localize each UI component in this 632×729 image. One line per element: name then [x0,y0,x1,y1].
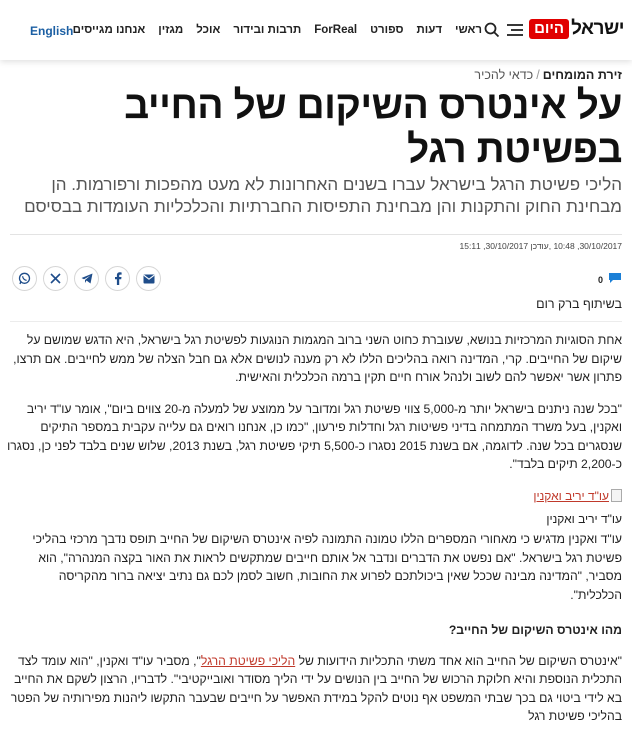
article-body [6,331,622,729]
logo-badge: היום [529,19,569,39]
menu-icon[interactable] [506,22,524,43]
article-title: על אינטרס השיקום של החייב בפשיטת רגל [124,84,622,171]
nav-item-jobs[interactable]: אנחנו מגייסים [72,24,146,36]
article-subtitle: הליכי פשיטת הרגל בישראל עברו בשנים האחרונות לא מעט מהפכות ורפורמות. הן מבחינת החוק והתקנות והן מבחינת התפיסות החברתיות והכלכליות העומדות בבסיסם [24,175,622,216]
section-heading: מהו אינטרס השיקום של החייב? [448,623,622,638]
nav-item-culture[interactable]: תרבות ובידור [233,24,302,36]
comments-link[interactable] [598,271,622,289]
main-nav [60,24,482,36]
divider [10,321,622,322]
site-header [0,0,632,60]
facebook-icon[interactable] [105,266,130,291]
search-icon[interactable] [484,22,500,43]
nav-item-magazine[interactable]: מגזין [158,24,184,36]
english-link[interactable]: English [30,24,74,38]
whatsapp-icon[interactable] [12,266,37,291]
mail-icon[interactable] [136,266,161,291]
nav-item-food[interactable]: אוכל [196,24,221,36]
article-dateline: 30/10/2017, 10:48 ,עודכן 30/10/2017, 15:11 [459,241,622,251]
article-figure [6,487,622,508]
lawyer-image[interactable] [533,487,622,506]
paragraph [6,652,622,726]
share-bar [12,266,161,291]
breadcrumb-separator: / [536,68,540,82]
broken-image-icon [611,489,622,502]
paragraph-text: ", מסביר עו"ד ואקנין, "הוא עומד לצד התכלית הנוספת והיא חלוקת הרכוש של החייב בין הנושים על ידי הליך מסודר ואובייקטיבי". לדבריו, הרצון לשקם את החייב בא לידי ביטוי גם בכך שבתי המשפט אף נוטים להקל במידת האפשר על חייבים שבעבר התקשו ליהנות מפירותיה של הפטר בהליכי פשיטת רגל [10,653,622,724]
paragraph: אחת הסוגיות המרכזיות בנושא, שעוברת כחוט השני ברוב המגמות הנוגעות לפשיטת רגל בישראל, היא הדגש שמושם על שיקום של החייבים. קרי, המדינה רואה בהליכים הללו לא רק מענה לנושים אלא גם חבל הצלה של ממש לחייבים. אם תרצו, פתרון אשר יאפשר להם לשוב ולנהל אורח חיים תקין ברמה הכלכלית והאישית. [13,333,622,384]
nav-item-home[interactable]: ראשי [455,24,482,36]
breadcrumb [474,68,622,82]
nav-item-opinions[interactable]: דעות [416,24,443,36]
paragraph: "בכל שנה ניתנים בישראל יותר מ-5,000 צווי פשיטת רגל ומדובר על ממוצע של למעלה מ-20 צווים ביום", אומר עו"ד יריב ואקנין, בעל משרד המתמחה בדיני פשיטות רגל וחדלות פירעון, "כמו כן, אנחנו רואים גם עלייה עקבית במספר התיקים שנסגרים בכל שנה. לדוגמה, אם בשנת 2015 נסגרו כ-5,500 תיקי פשיטת רגל, בשנת 2013, שלוש שנים בלבד לפני כן, נסגרו כ-2,200 תיקים בלבד". [7,401,622,471]
image-caption: עו"ד יריב ואקנין [546,511,622,526]
logo-text: ישראל [571,18,624,39]
x-icon[interactable] [43,266,68,291]
header-icons [484,22,524,43]
image-alt-text: עו"ד יריב ואקנין [533,488,609,503]
site-logo[interactable] [529,18,624,40]
comments-count: 0 [597,275,603,285]
breadcrumb-current[interactable]: זירת המומחים [542,68,622,82]
nav-item-sport[interactable]: ספורט [370,24,404,36]
divider [10,234,622,235]
bankruptcy-link[interactable]: הליכי פשיטת הרגל [200,653,296,668]
comment-icon [608,271,622,289]
telegram-icon[interactable] [74,266,99,291]
nav-item-forreal[interactable]: ForReal [314,24,358,36]
paragraph: עו"ד ואקנין מדגיש כי מאחורי המספרים הללו טמונה התמונה לפיה אינטרס השיקום של החייב תופס נדבך מרכזי בהליכי פשיטת רגל בישראל. "אם נפשט את הדברים ונדבר אל אותם חייבים שמתקשים לראות את האור בקצה המנהרה", הוא מסביר, "המדינה מבינה שככל שאין ביכולתכם לפרוע את החובות, חשוב לסמן לכם גם נתיב יציאה ברור מהקריסה הכלכלית". [32,532,622,602]
breadcrumb-parent[interactable]: כדאי להכיר [474,68,534,82]
paragraph-text: "אינטרס השיקום של החייב הוא אחד משתי התכליות הידועות של [295,653,622,668]
article-author: בשיתוף ברק רום [536,297,622,311]
